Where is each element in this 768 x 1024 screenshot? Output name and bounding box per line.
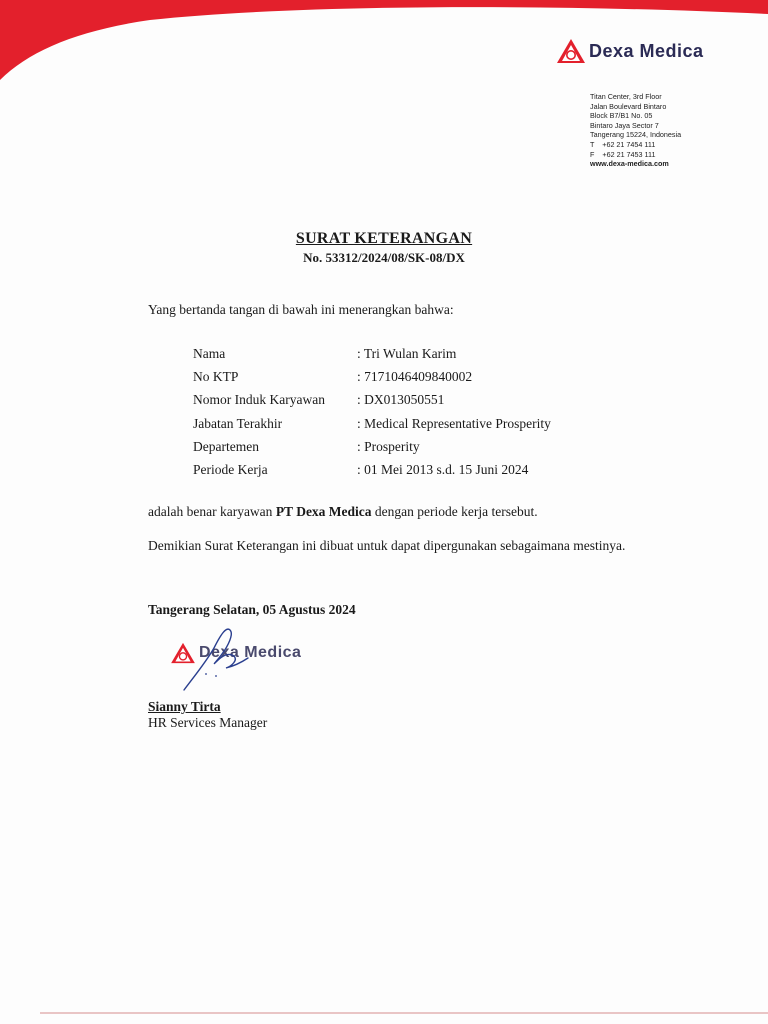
field-row-ktp (193, 369, 551, 392)
field-row-department (193, 439, 551, 462)
signer-title: HR Services Manager (148, 715, 268, 730)
address-line: Block B7/B1 No. 05 (590, 111, 653, 121)
field-value: : 7171046409840002 (357, 369, 473, 385)
field-value: : DX013050551 (357, 392, 445, 408)
field-row-name (193, 346, 551, 369)
confirmation-pre: adalah benar karyawan (148, 504, 276, 519)
employee-details (193, 346, 551, 485)
company-address (590, 92, 681, 169)
company-logo (556, 38, 704, 64)
field-label: No KTP (193, 369, 239, 385)
phone-line: T +62 21 7454 111 (590, 139, 656, 149)
field-label: Periode Kerja (193, 461, 268, 477)
confirmation-post: dengan periode kerja tersebut. (371, 504, 538, 519)
footer-line (40, 1012, 768, 1014)
field-row-work-period (193, 462, 551, 485)
field-value: : 01 Mei 2013 s.d. 15 Juni 2024 (357, 461, 529, 477)
company-logo-text: Dexa Medica (589, 40, 704, 61)
company-name: PT Dexa Medica (275, 504, 372, 519)
place-date: Tangerang Selatan, 05 Agustus 2024 (148, 602, 356, 617)
field-value: : Prosperity (357, 438, 420, 454)
field-label: Nama (193, 346, 226, 361)
address-line: Jalan Boulevard Bintaro (590, 101, 667, 111)
intro-text: Yang bertanda tangan di bawah ini menerangkan bahwa: (148, 302, 454, 317)
handwritten-signature (176, 622, 256, 694)
signer-name: Sianny Tirta (148, 699, 221, 714)
address-line: Titan Center, 3rd Floor (590, 92, 662, 101)
address-line: Tangerang 15224, Indonesia (590, 130, 682, 140)
stamp-text: Dexa Medica (199, 644, 302, 661)
field-label: Departemen (193, 438, 259, 454)
field-label: Nomor Induk Karyawan (193, 392, 325, 408)
document-title: SURAT KETERANGAN (295, 230, 473, 247)
field-row-employee-id (193, 392, 551, 415)
document-number: No. 53312/2024/08/SK-08/DX (303, 250, 465, 265)
confirmation-text (148, 503, 674, 520)
website-line: www.dexa-medica.com (590, 159, 669, 169)
field-value: : Medical Representative Prosperity (357, 415, 551, 431)
address-line: Bintaro Jaya Sector 7 (590, 120, 659, 130)
fax-line: F +62 21 7453 111 (590, 149, 656, 159)
field-value: : Tri Wulan Karim (357, 346, 457, 361)
closing-text: Demikian Surat Keterangan ini dibuat untuk dapat dipergunakan sebagaimana mestinya. (148, 538, 626, 553)
field-label: Jabatan Terakhir (193, 415, 283, 431)
field-row-position (193, 416, 551, 439)
dexa-triangle-icon (556, 38, 586, 64)
